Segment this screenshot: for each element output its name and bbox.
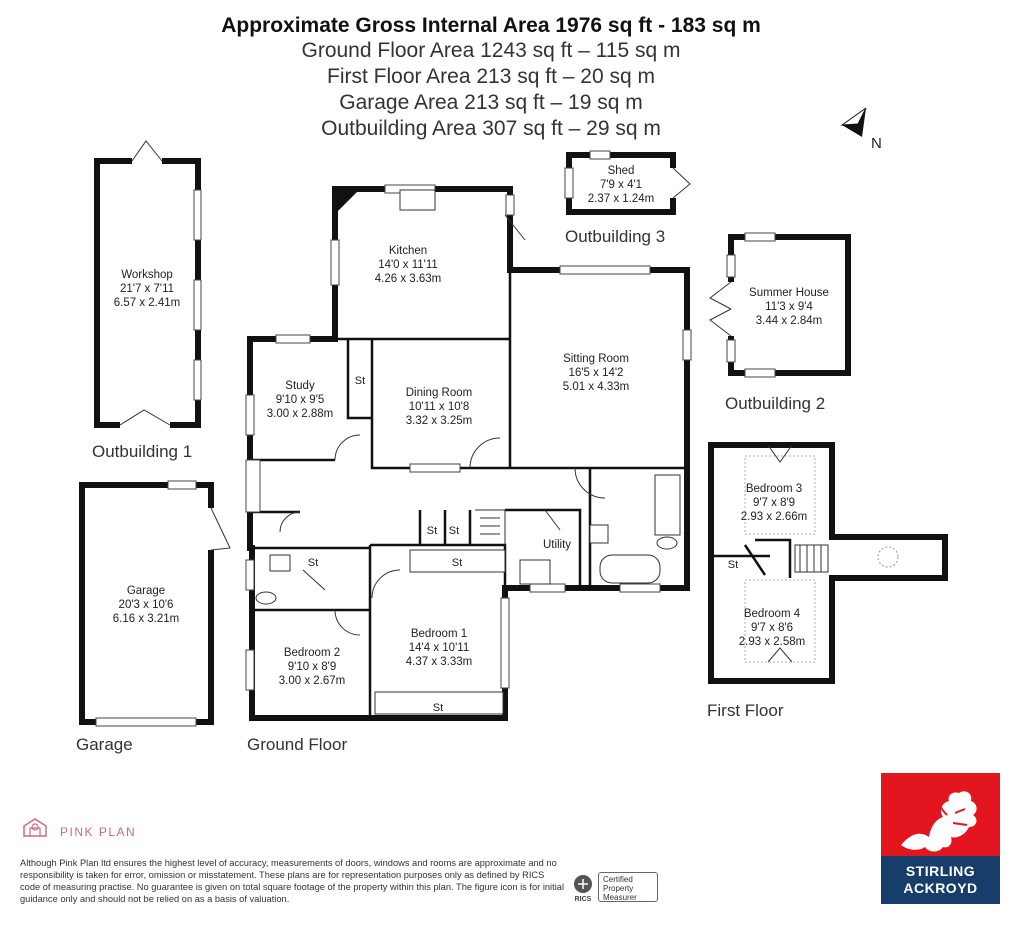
hall-storage-2-label: St	[448, 525, 460, 537]
ground-floor-label: Ground Floor	[247, 735, 348, 754]
bedroom2-name: Bedroom 2	[283, 647, 341, 659]
brand-name	[881, 856, 1000, 904]
study-name: Study	[285, 380, 315, 392]
study-storage-label: St	[354, 375, 366, 387]
stirling-ackroyd-logo	[881, 773, 1000, 904]
rics-label: RICS	[574, 896, 592, 903]
kitchen-metric: 4.26 x 3.63m	[374, 273, 442, 285]
sitting-room-metric: 5.01 x 4.33m	[562, 381, 630, 393]
garage-name: Garage	[126, 585, 166, 597]
garage-imperial: 20'3 x 10'6	[118, 599, 174, 611]
first-floor-storage-label: St	[727, 559, 739, 571]
outbuilding-area: Outbuilding Area 307 sq ft – 29 sq m	[321, 117, 661, 140]
pink-plan-logo-icon	[24, 819, 46, 836]
griffin-icon	[881, 773, 1000, 856]
bedroom3-metric: 2.93 x 2.66m	[740, 511, 808, 523]
workshop-metric: 6.57 x 2.41m	[113, 297, 181, 309]
garage-area: Garage Area 213 sq ft – 19 sq m	[339, 91, 643, 114]
bedroom3-name: Bedroom 3	[745, 483, 803, 495]
ground-floor-area: Ground Floor Area 1243 sq ft – 115 sq m	[301, 39, 681, 62]
first-floor-area: First Floor Area 213 sq ft – 20 sq m	[327, 65, 655, 88]
bathroom-storage-label: St	[307, 557, 319, 569]
shed-metric: 2.37 x 1.24m	[587, 193, 655, 205]
bedroom1-storage-label: St	[451, 557, 463, 569]
summer-house-metric: 3.44 x 2.84m	[755, 315, 823, 327]
ground-floor-plan	[246, 185, 691, 718]
pink-plan-logo-text: PINK PLAN	[60, 825, 137, 839]
bedroom1-wardrobe-label: St	[432, 702, 444, 714]
dining-room-imperial: 10'11 x 10'8	[408, 401, 470, 413]
sitting-room-imperial: 16'5 x 14'2	[568, 367, 624, 379]
utility-name: Utility	[542, 539, 572, 551]
dining-room-metric: 3.32 x 3.25m	[405, 415, 473, 427]
outbuilding2-label: Outbuilding 2	[725, 394, 826, 413]
dining-room-name: Dining Room	[405, 387, 473, 399]
north-compass-icon	[842, 108, 882, 152]
disclaimer-text: Although Pink Plan ltd ensures the highest level of accuracy, measurements of doors, windows and rooms are approximate and no responsibility is taken for error, omission or misstatement. These plans are for representation purposes only as defined by RICS code of measuring practise. No guarantee is given on total square footage of the property within this plan. The figure icon is for initial guidance only and should not be relied on as a basis of valuation.	[20, 858, 565, 904]
bedroom3-imperial: 9'7 x 8'9	[752, 497, 796, 509]
rics-certified-box	[598, 872, 658, 902]
bedroom4-imperial: 9'7 x 8'6	[750, 622, 794, 634]
workshop-imperial: 21'7 x 7'11	[119, 283, 175, 295]
bedroom2-imperial: 9'10 x 8'9	[287, 661, 337, 673]
study-imperial: 9'10 x 9'5	[275, 394, 325, 406]
garage-metric: 6.16 x 3.21m	[112, 613, 180, 625]
outbuilding1-label: Outbuilding 1	[92, 442, 193, 461]
garage-section-label: Garage	[76, 735, 133, 754]
brand-line-1: STIRLING	[905, 863, 976, 879]
summer-house-name: Summer House	[749, 287, 829, 299]
rics-property: Property	[603, 884, 634, 893]
summer-house-imperial: 11'3 x 9'4	[765, 301, 813, 313]
workshop-name: Workshop	[121, 269, 173, 281]
first-floor-label: First Floor	[707, 701, 784, 720]
shed-name: Shed	[607, 165, 635, 177]
bedroom1-imperial: 14'4 x 10'11	[408, 642, 470, 654]
kitchen-name: Kitchen	[388, 245, 428, 257]
rics-badge	[570, 872, 660, 904]
bedroom1-name: Bedroom 1	[410, 628, 468, 640]
total-area-heading: Approximate Gross Internal Area 1976 sq ft - 183 sq m	[221, 14, 761, 37]
bedroom2-metric: 3.00 x 2.67m	[278, 675, 346, 687]
hall-storage-1-label: St	[426, 525, 438, 537]
brand-line-2: ACKROYD	[903, 880, 978, 896]
study-metric: 3.00 x 2.88m	[266, 408, 334, 420]
bedroom4-name: Bedroom 4	[743, 608, 801, 620]
outbuilding3-label: Outbuilding 3	[565, 227, 666, 246]
bedroom1-metric: 4.37 x 3.33m	[405, 656, 473, 668]
rics-measurer: Measurer	[603, 893, 637, 902]
shed-imperial: 7'9 x 4'1	[599, 179, 643, 191]
compass-north-label: N	[871, 135, 882, 152]
bedroom4-metric: 2.93 x 2.58m	[738, 636, 806, 648]
kitchen-imperial: 14'0 x 11'11	[378, 259, 438, 271]
rics-certified: Certified	[603, 875, 633, 884]
sitting-room-name: Sitting Room	[563, 353, 629, 365]
